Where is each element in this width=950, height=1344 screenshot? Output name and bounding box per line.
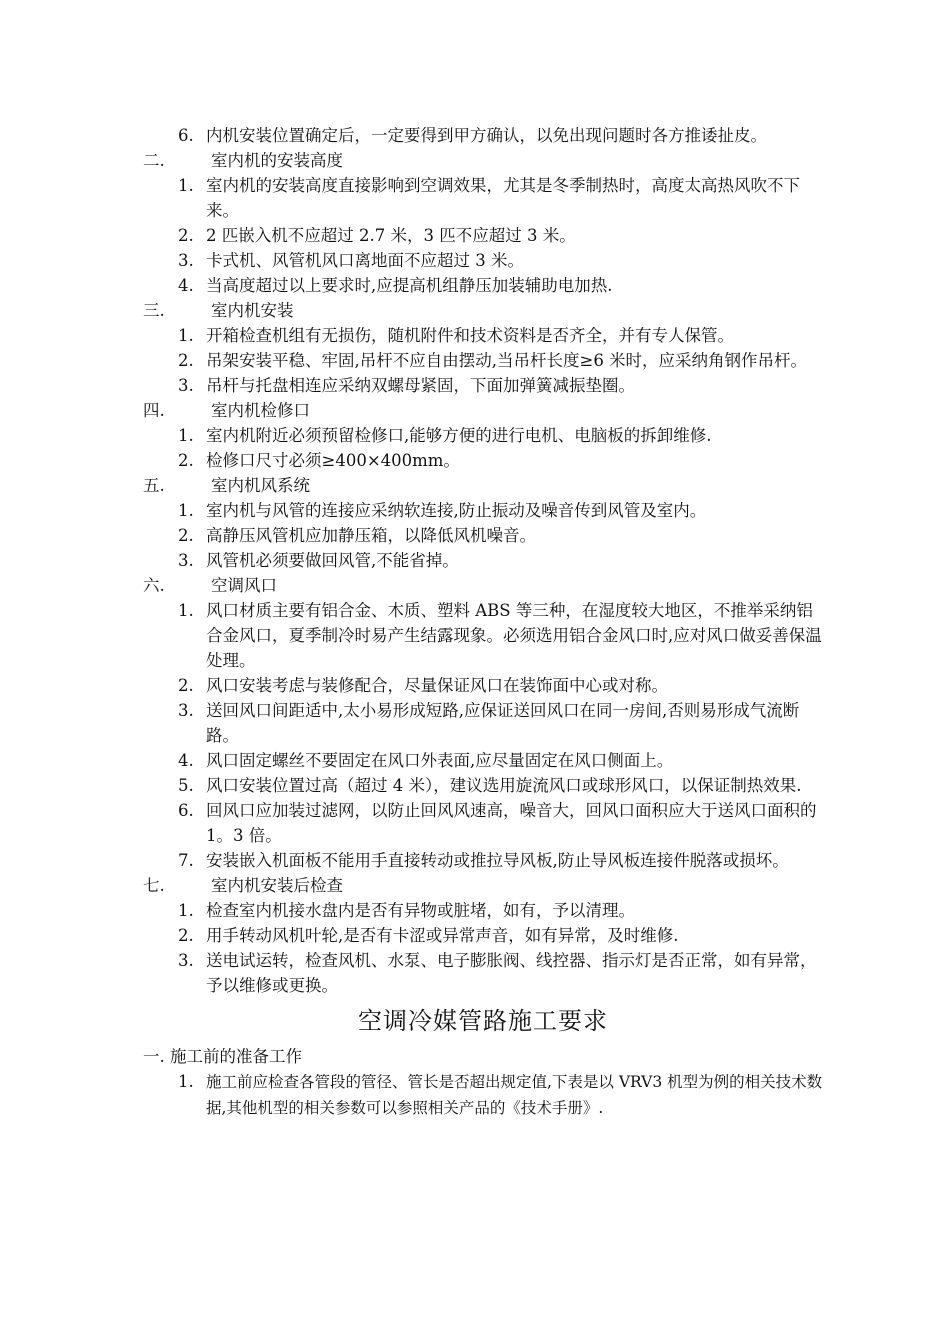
list-item bbox=[143, 498, 823, 523]
section-heading bbox=[143, 398, 823, 423]
item-number: 4. bbox=[178, 751, 194, 770]
item-number: 2. bbox=[178, 226, 194, 245]
item-text: 送电试运转，检查风机、水泵、电子膨胀阀、线控器、指示灯是否正常，如有异常，予以维修或更换。 bbox=[206, 951, 817, 995]
section-number: 六. bbox=[143, 576, 165, 595]
section-heading bbox=[143, 148, 823, 173]
list-item bbox=[143, 773, 823, 798]
item-text: 送回风口间距适中,太小易形成短路,应保证送回风口在同一房间,否则易形成气流断路。 bbox=[206, 701, 800, 745]
list-item bbox=[143, 423, 823, 448]
item-text: 用手转动风机叶轮,是否有卡涩或异常声音，如有异常，及时维修. bbox=[206, 926, 679, 945]
section-heading: 一. 施工前的准备工作 bbox=[143, 1047, 302, 1066]
section-title: 空调风口 bbox=[211, 576, 277, 595]
item-text: 吊架安装平稳、牢固,吊杆不应自由摆动,当吊杆长度≥6 米时，应采纳角钢作吊杆。 bbox=[206, 351, 808, 370]
item-number: 2. bbox=[178, 526, 194, 545]
item-text: 风口材质主要有铝合金、木质、塑料 ABS 等三种，在湿度较大地区，不推举采纳铝合金风口，夏季制冷时易产生结露现象。必须选用铝合金风口时,应对风口做妥善保温处理。 bbox=[206, 601, 822, 670]
section-heading bbox=[143, 573, 823, 598]
item-text: 高静压风管机应加静压箱，以降低风机噪音。 bbox=[206, 526, 536, 545]
item-number: 1. bbox=[178, 426, 194, 445]
item-number: 1. bbox=[178, 326, 194, 345]
item-number: 3. bbox=[178, 551, 194, 570]
item-text: 内机安装位置确定后，一定要得到甲方确认，以免出现问题时各方推诿扯皮。 bbox=[206, 126, 767, 145]
item-number: 1. bbox=[178, 1072, 194, 1091]
list-item bbox=[143, 348, 823, 373]
list-item bbox=[143, 523, 823, 548]
list-item bbox=[143, 748, 823, 773]
item-number: 6. bbox=[178, 801, 194, 820]
item-number: 2. bbox=[178, 351, 194, 370]
item-number: 2. bbox=[178, 451, 194, 470]
section-number: 三. bbox=[143, 301, 165, 320]
section-heading bbox=[143, 298, 823, 323]
item-text: 卡式机、风管机风口离地面不应超过 3 米。 bbox=[206, 251, 524, 270]
section-number: 七. bbox=[143, 876, 165, 895]
list-item bbox=[143, 598, 823, 673]
item-text: 施工前应检查各管段的管径、管长是否超出规定值,下表是以 VRV3 机型为例的相关技术数据,其他机型的相关参数可以参照相关产品的《技术手册》. bbox=[206, 1073, 823, 1117]
list-item bbox=[143, 798, 823, 848]
section-heading bbox=[143, 873, 823, 898]
section-number: 二. bbox=[143, 151, 165, 170]
list-item bbox=[143, 1069, 823, 1121]
item-text: 吊杆与托盘相连应采纳双螺母紧固，下面加弹簧减振垫圈。 bbox=[206, 376, 635, 395]
list-item bbox=[143, 448, 823, 473]
item-text: 检查室内机接水盘内是否有异物或脏堵，如有，予以清理。 bbox=[206, 901, 635, 920]
item-number: 1. bbox=[178, 901, 194, 920]
item-number: 3. bbox=[178, 251, 194, 270]
section-title: 室内机安装 bbox=[211, 301, 294, 320]
item-number: 3. bbox=[178, 701, 194, 720]
section-number: 四. bbox=[143, 401, 165, 420]
item-text: 检修口尺寸必须≥400×400mm。 bbox=[206, 451, 460, 470]
item-number: 1. bbox=[178, 176, 194, 195]
item-text: 室内机附近必须预留检修口,能够方便的进行电机、电脑板的拆卸维修. bbox=[206, 426, 712, 445]
list-item bbox=[143, 273, 823, 298]
section-title: 室内机的安装高度 bbox=[211, 151, 343, 170]
item-text: 风口固定螺丝不要固定在风口外表面,应尽量固定在风口侧面上。 bbox=[206, 751, 674, 770]
item-number: 4. bbox=[178, 276, 194, 295]
section-title: 室内机风系统 bbox=[211, 476, 310, 495]
item-text: 安装嵌入机面板不能用手直接转动或推拉导风板,防止导风板连接件脱落或损坏。 bbox=[206, 851, 789, 870]
list-item bbox=[143, 173, 823, 223]
section-title: 室内机检修口 bbox=[211, 401, 310, 420]
item-number: 1. bbox=[178, 501, 194, 520]
list-item bbox=[143, 123, 823, 148]
list-item bbox=[143, 373, 823, 398]
list-item bbox=[143, 673, 823, 698]
list-item bbox=[143, 248, 823, 273]
item-number: 1. bbox=[178, 601, 194, 620]
section-heading bbox=[143, 473, 823, 498]
item-number: 2. bbox=[178, 926, 194, 945]
item-text: 开箱检查机组有无损伤，随机附件和技术资料是否齐全，并有专人保管。 bbox=[206, 326, 734, 345]
requirements-list bbox=[143, 123, 823, 998]
list-item bbox=[143, 848, 823, 873]
item-text: 回风口应加装过滤网，以防止回风风速高，噪音大，回风口面积应大于送风口面积的 1。3 倍。 bbox=[206, 801, 817, 845]
list-item bbox=[143, 923, 823, 948]
item-text: 室内机与风管的连接应采纳软连接,防止振动及噪音传到风管及室内。 bbox=[206, 501, 707, 520]
item-text: 2 匹嵌入机不应超过 2.7 米，3 匹不应超过 3 米。 bbox=[206, 226, 576, 245]
section-number: 五. bbox=[143, 476, 165, 495]
document-body bbox=[143, 123, 823, 1121]
item-number: 3. bbox=[178, 951, 194, 970]
item-text: 风管机必须要做回风管,不能省掉。 bbox=[206, 551, 459, 570]
list-item bbox=[143, 948, 823, 998]
item-number: 6. bbox=[178, 126, 194, 145]
item-text: 室内机的安装高度直接影响到空调效果，尤其是冬季制热时，高度太高热风吹不下来。 bbox=[206, 176, 800, 220]
item-number: 7. bbox=[178, 851, 194, 870]
list-item bbox=[143, 698, 823, 748]
list-item bbox=[143, 323, 823, 348]
item-number: 5. bbox=[178, 776, 194, 795]
section-title: 室内机安装后检查 bbox=[211, 876, 343, 895]
item-text: 当高度超过以上要求时,应提高机组静压加装辅助电加热. bbox=[206, 276, 613, 295]
item-number: 2. bbox=[178, 676, 194, 695]
list-item bbox=[143, 898, 823, 923]
page-heading: 空调冷媒管路施工要求 bbox=[358, 1007, 608, 1035]
item-text: 风口安装考虑与装修配合，尽量保证风口在装饰面中心或对称。 bbox=[206, 676, 668, 695]
list-item bbox=[143, 548, 823, 573]
item-number: 3. bbox=[178, 376, 194, 395]
item-text: 风口安装位置过高（超过 4 米），建议选用旋流风口或球形风口，以保证制热效果. bbox=[206, 776, 802, 795]
list-item bbox=[143, 223, 823, 248]
